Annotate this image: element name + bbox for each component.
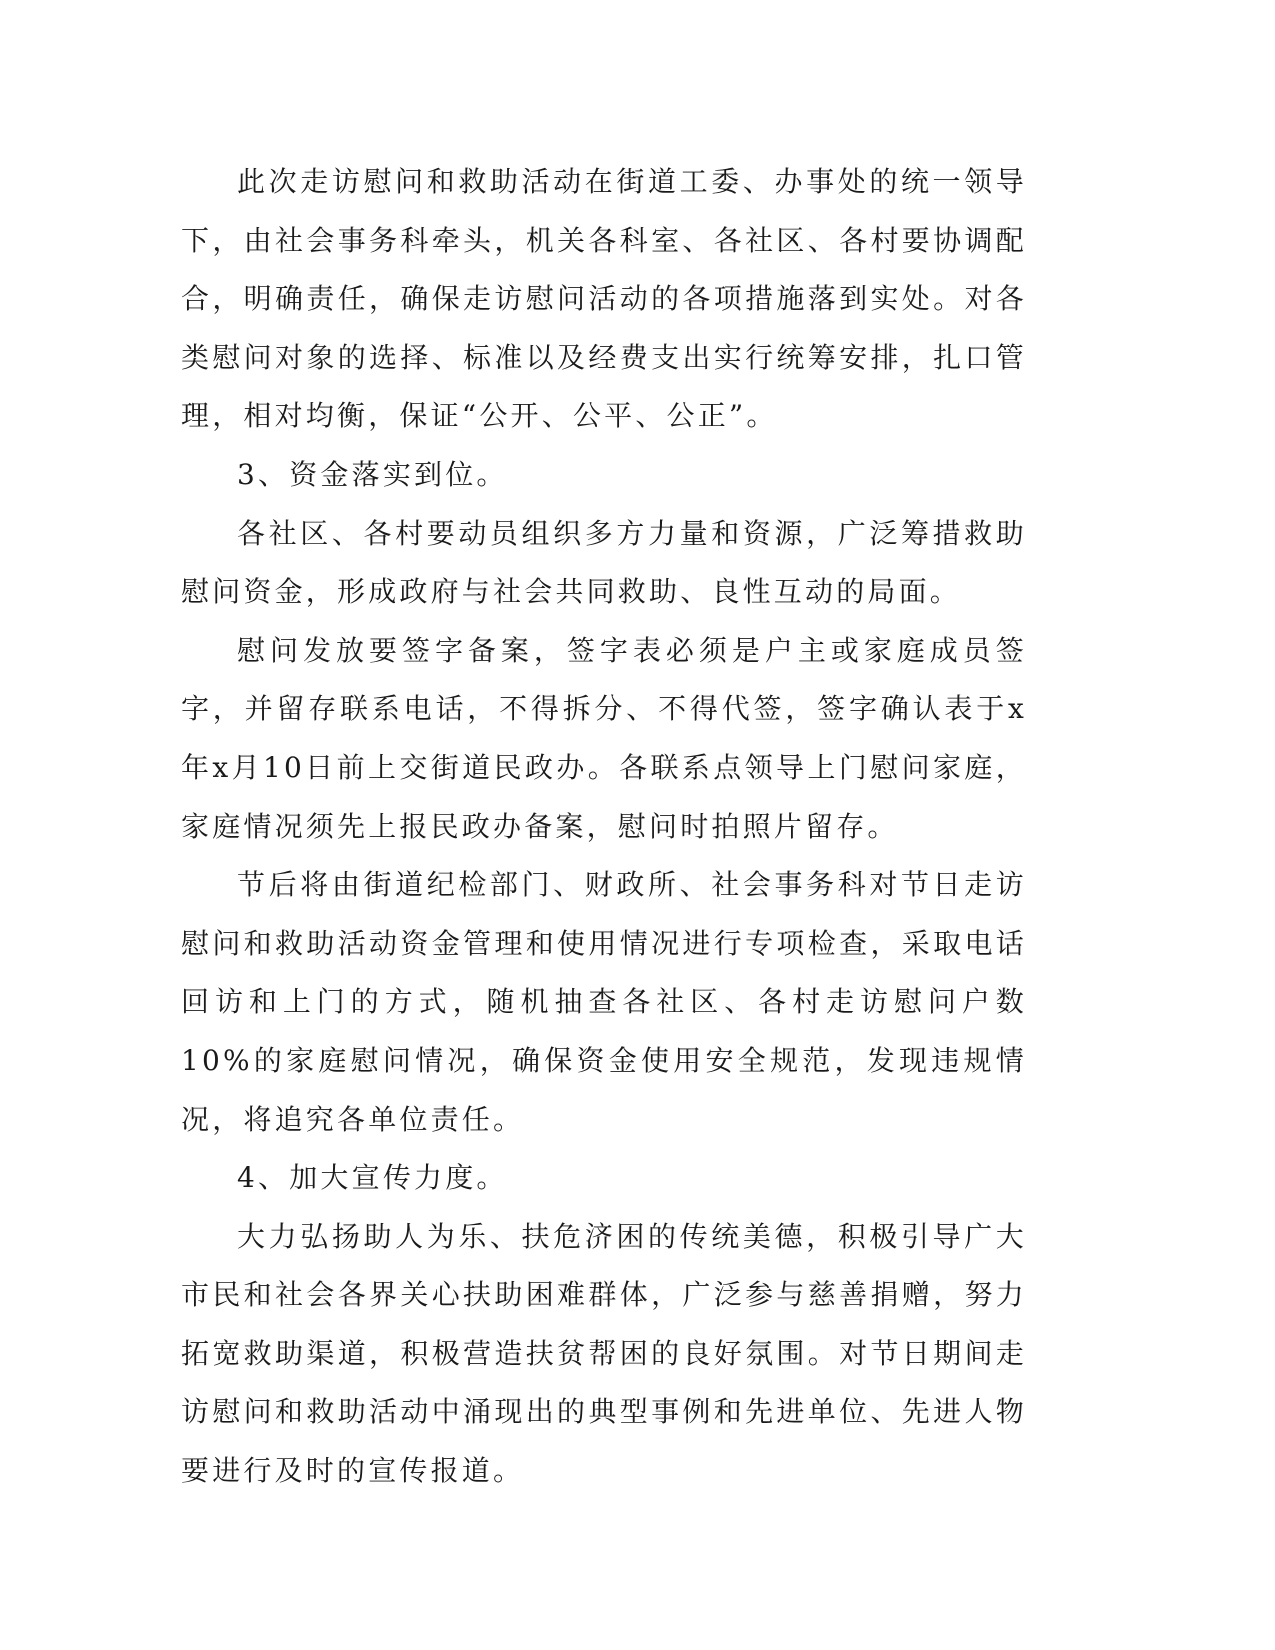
heading-publicity: 4、加大宣传力度。 bbox=[237, 1161, 508, 1195]
document-body bbox=[181, 153, 1027, 1501]
paragraph-organization: 此次走访慰问和救助活动在街道工委、办事处的统一领导下，由社会事务科牵头，机关各科室、各社区、各村要协调配合，明确责任，确保走访慰问活动的各项措施落到实处。对各类慰问对象的选择、标准以及经费支出实行统筹安排，扎口管理，相对均衡，保证“公开、公平、公正”。 bbox=[181, 165, 1027, 433]
paragraph-funds: 各社区、各村要动员组织多方力量和资源，广泛筹措救助慰问资金，形成政府与社会共同救助、良性互动的局面。 bbox=[181, 516, 1027, 609]
paragraph-publicity: 大力弘扬助人为乐、扶危济困的传统美德，积极引导广大市民和社会各界关心扶助困难群体，广泛参与慈善捐赠，努力拓宽救助渠道，积极营造扶贫帮困的良好氛围。对节日期间走访慰问和救助活动中涌现出的典型事例和先进单位、先进人物要进行及时的宣传报道。 bbox=[181, 1219, 1027, 1488]
heading-funds: 3、资金落实到位。 bbox=[237, 457, 508, 491]
paragraph-signing: 慰问发放要签字备案，签字表必须是户主或家庭成员签字，并留存联系电话，不得拆分、不得代签，签字确认表于x年x月10日前上交街道民政办。各联系点领导上门慰问家庭，家庭情况须先上报民政办备案，慰问时拍照片留存。 bbox=[181, 633, 1027, 843]
paragraph-inspection: 节后将由街道纪检部门、财政所、社会事务科对节日走访慰问和救助活动资金管理和使用情况进行专项检查，采取电话回访和上门的方式，随机抽查各社区、各村走访慰问户数10%的家庭慰问情况，确保资金使用安全规范，发现违规情况，将追究各单位责任。 bbox=[181, 868, 1027, 1136]
